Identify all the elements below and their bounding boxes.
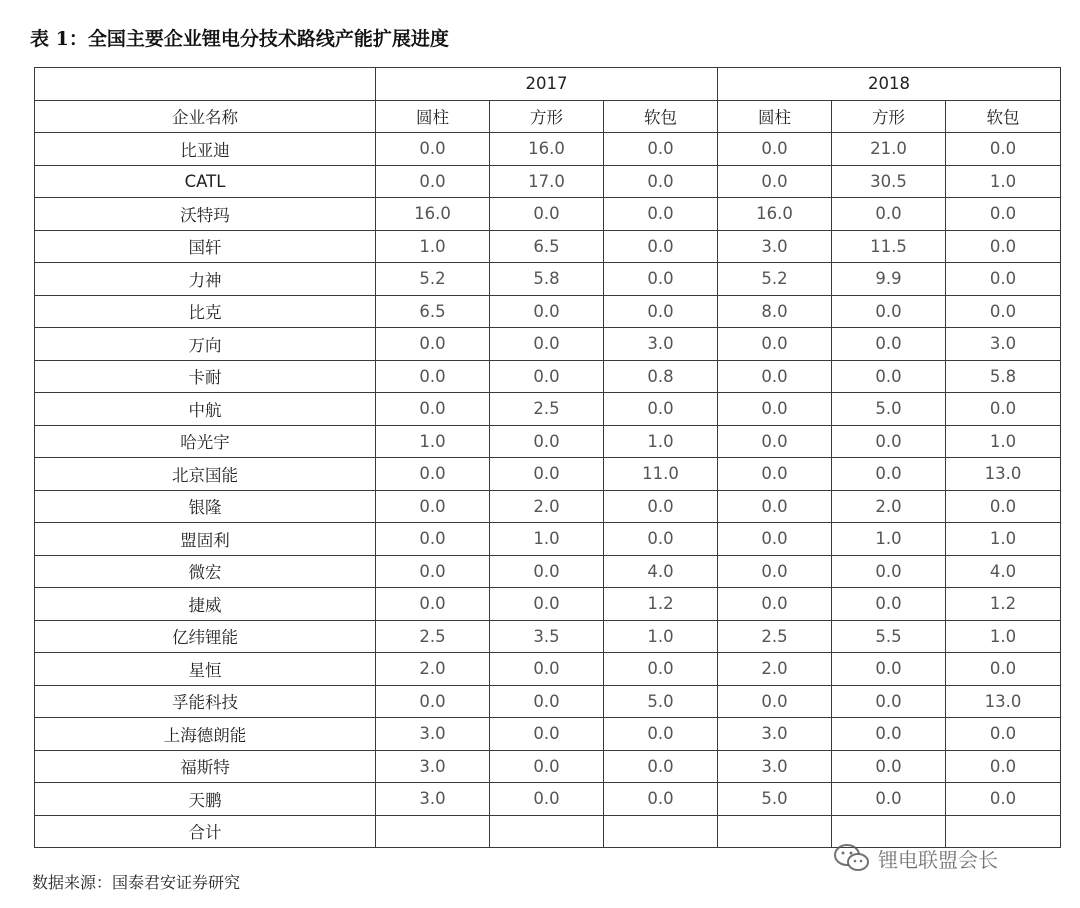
capacity-value-cell: 3.0 xyxy=(376,718,490,751)
table-row xyxy=(35,360,1061,393)
capacity-value-cell: 2.5 xyxy=(718,620,832,653)
capacity-value-cell: 11.0 xyxy=(604,458,718,491)
capacity-value-cell: 0.0 xyxy=(832,555,946,588)
capacity-value-cell: 1.0 xyxy=(946,620,1061,653)
capacity-value-cell: 13.0 xyxy=(946,685,1061,718)
capacity-value-cell: 5.0 xyxy=(718,783,832,816)
capacity-value-cell: 0.0 xyxy=(376,490,490,523)
capacity-value-cell: 0.0 xyxy=(718,458,832,491)
company-name-cell: 上海德朗能 xyxy=(35,718,376,751)
capacity-value-cell: 0.0 xyxy=(718,328,832,361)
capacity-value-cell: 16.0 xyxy=(376,198,490,231)
capacity-value-cell: 0.0 xyxy=(376,165,490,198)
title-text: 全国主要企业锂电分技术路线产能扩展进度 xyxy=(87,28,449,50)
capacity-value-cell: 0.0 xyxy=(832,458,946,491)
capacity-value-cell xyxy=(604,815,718,848)
capacity-value-cell: 5.2 xyxy=(376,263,490,296)
capacity-value-cell: 1.0 xyxy=(832,523,946,556)
capacity-value-cell: 1.0 xyxy=(946,425,1061,458)
capacity-value-cell: 13.0 xyxy=(946,458,1061,491)
capacity-value-cell: 4.0 xyxy=(604,555,718,588)
capacity-value-cell: 21.0 xyxy=(832,133,946,166)
capacity-value-cell: 0.0 xyxy=(604,165,718,198)
sub-header-pouch-2018: 软包 xyxy=(946,100,1061,133)
company-name-cell: 星恒 xyxy=(35,653,376,686)
table-title xyxy=(30,24,449,51)
capacity-value-cell: 3.0 xyxy=(718,750,832,783)
capacity-table xyxy=(34,67,1061,848)
capacity-value-cell: 3.0 xyxy=(376,783,490,816)
sub-header-pouch-2017: 软包 xyxy=(604,100,718,133)
table-row xyxy=(35,523,1061,556)
capacity-value-cell: 6.5 xyxy=(376,295,490,328)
table-row xyxy=(35,165,1061,198)
table-row xyxy=(35,750,1061,783)
capacity-value-cell: 0.8 xyxy=(604,360,718,393)
company-name-cell: 捷威 xyxy=(35,588,376,621)
capacity-value-cell: 0.0 xyxy=(946,393,1061,426)
company-name-cell: 微宏 xyxy=(35,555,376,588)
company-name-cell: 孚能科技 xyxy=(35,685,376,718)
year-header-2018: 2018 xyxy=(718,68,1061,101)
capacity-value-cell: 6.5 xyxy=(490,230,604,263)
capacity-value-cell: 0.0 xyxy=(832,588,946,621)
capacity-value-cell: 0.0 xyxy=(490,750,604,783)
capacity-value-cell: 1.0 xyxy=(490,523,604,556)
company-name-cell: 银隆 xyxy=(35,490,376,523)
capacity-value-cell: 5.8 xyxy=(946,360,1061,393)
capacity-value-cell: 0.0 xyxy=(832,685,946,718)
capacity-value-cell: 0.0 xyxy=(718,588,832,621)
capacity-value-cell: 0.0 xyxy=(376,458,490,491)
capacity-value-cell: 16.0 xyxy=(490,133,604,166)
table-row xyxy=(35,555,1061,588)
capacity-value-cell: 0.0 xyxy=(718,165,832,198)
capacity-value-cell: 17.0 xyxy=(490,165,604,198)
capacity-value-cell: 1.0 xyxy=(376,425,490,458)
sub-header-row xyxy=(35,100,1061,133)
table-row xyxy=(35,295,1061,328)
capacity-value-cell: 0.0 xyxy=(376,393,490,426)
capacity-value-cell: 1.0 xyxy=(604,425,718,458)
capacity-value-cell: 0.0 xyxy=(490,295,604,328)
company-name-cell: 卡耐 xyxy=(35,360,376,393)
sub-header-cylindrical-2018: 圆柱 xyxy=(718,100,832,133)
capacity-value-cell: 0.0 xyxy=(604,133,718,166)
capacity-value-cell: 0.0 xyxy=(718,133,832,166)
capacity-value-cell: 5.0 xyxy=(604,685,718,718)
capacity-value-cell: 0.0 xyxy=(718,490,832,523)
capacity-value-cell: 5.5 xyxy=(832,620,946,653)
capacity-value-cell xyxy=(490,815,604,848)
capacity-value-cell: 0.0 xyxy=(490,198,604,231)
empty-corner-cell xyxy=(35,68,376,101)
capacity-value-cell: 0.0 xyxy=(832,783,946,816)
capacity-value-cell: 0.0 xyxy=(946,750,1061,783)
capacity-value-cell: 0.0 xyxy=(718,425,832,458)
capacity-value-cell: 0.0 xyxy=(490,685,604,718)
capacity-value-cell: 2.0 xyxy=(376,653,490,686)
capacity-value-cell: 0.0 xyxy=(604,295,718,328)
capacity-value-cell: 0.0 xyxy=(718,523,832,556)
capacity-value-cell: 0.0 xyxy=(604,490,718,523)
company-name-cell: 哈光宇 xyxy=(35,425,376,458)
company-name-cell: CATL xyxy=(35,165,376,198)
capacity-value-cell xyxy=(718,815,832,848)
company-name-cell: 比克 xyxy=(35,295,376,328)
company-name-cell: 万向 xyxy=(35,328,376,361)
capacity-value-cell: 11.5 xyxy=(832,230,946,263)
capacity-value-cell: 3.0 xyxy=(718,230,832,263)
capacity-value-cell: 5.8 xyxy=(490,263,604,296)
capacity-value-cell: 0.0 xyxy=(376,328,490,361)
capacity-value-cell: 0.0 xyxy=(490,328,604,361)
capacity-value-cell: 3.0 xyxy=(604,328,718,361)
capacity-value-cell: 0.0 xyxy=(604,230,718,263)
capacity-value-cell: 0.0 xyxy=(490,360,604,393)
capacity-value-cell: 0.0 xyxy=(604,263,718,296)
sub-header-cylindrical-2017: 圆柱 xyxy=(376,100,490,133)
company-name-cell: 盟固利 xyxy=(35,523,376,556)
capacity-value-cell: 0.0 xyxy=(832,360,946,393)
capacity-value-cell: 0.0 xyxy=(832,653,946,686)
table-row xyxy=(35,490,1061,523)
capacity-value-cell: 0.0 xyxy=(490,458,604,491)
year-header-row xyxy=(35,68,1061,101)
company-name-cell: 北京国能 xyxy=(35,458,376,491)
capacity-value-cell: 0.0 xyxy=(376,685,490,718)
capacity-value-cell: 0.0 xyxy=(946,198,1061,231)
table-row xyxy=(35,263,1061,296)
capacity-value-cell: 0.0 xyxy=(946,653,1061,686)
capacity-value-cell: 0.0 xyxy=(718,360,832,393)
capacity-value-cell: 16.0 xyxy=(718,198,832,231)
capacity-value-cell: 0.0 xyxy=(946,490,1061,523)
capacity-value-cell: 5.0 xyxy=(832,393,946,426)
capacity-value-cell: 0.0 xyxy=(832,328,946,361)
capacity-value-cell: 0.0 xyxy=(946,263,1061,296)
table-row xyxy=(35,458,1061,491)
company-name-cell: 合计 xyxy=(35,815,376,848)
wechat-icon xyxy=(832,842,872,874)
table-row xyxy=(35,230,1061,263)
capacity-value-cell: 2.5 xyxy=(376,620,490,653)
capacity-value-cell: 0.0 xyxy=(490,783,604,816)
capacity-value-cell: 1.2 xyxy=(604,588,718,621)
capacity-value-cell: 2.0 xyxy=(718,653,832,686)
company-name-cell: 比亚迪 xyxy=(35,133,376,166)
capacity-value-cell: 0.0 xyxy=(604,783,718,816)
capacity-value-cell: 0.0 xyxy=(376,523,490,556)
capacity-value-cell: 0.0 xyxy=(604,653,718,686)
company-name-cell: 国轩 xyxy=(35,230,376,263)
capacity-value-cell: 2.5 xyxy=(490,393,604,426)
capacity-value-cell: 0.0 xyxy=(832,198,946,231)
capacity-value-cell: 0.0 xyxy=(604,523,718,556)
table-row xyxy=(35,718,1061,751)
capacity-value-cell: 2.0 xyxy=(832,490,946,523)
capacity-value-cell: 0.0 xyxy=(376,555,490,588)
capacity-value-cell: 0.0 xyxy=(718,685,832,718)
company-name-cell: 福斯特 xyxy=(35,750,376,783)
capacity-value-cell: 0.0 xyxy=(832,295,946,328)
table-row xyxy=(35,393,1061,426)
capacity-value-cell: 0.0 xyxy=(490,555,604,588)
table-row xyxy=(35,588,1061,621)
capacity-value-cell: 3.0 xyxy=(718,718,832,751)
table-row xyxy=(35,620,1061,653)
company-name-cell: 亿纬锂能 xyxy=(35,620,376,653)
capacity-value-cell: 0.0 xyxy=(490,718,604,751)
capacity-value-cell: 0.0 xyxy=(718,393,832,426)
capacity-value-cell: 3.5 xyxy=(490,620,604,653)
company-name-cell: 沃特玛 xyxy=(35,198,376,231)
capacity-value-cell: 1.0 xyxy=(376,230,490,263)
capacity-value-cell: 30.5 xyxy=(832,165,946,198)
watermark-text: 锂电联盟会长 xyxy=(878,847,998,872)
capacity-value-cell: 0.0 xyxy=(604,198,718,231)
sub-header-prismatic-2017: 方形 xyxy=(490,100,604,133)
table-row xyxy=(35,783,1061,816)
capacity-value-cell: 2.0 xyxy=(490,490,604,523)
capacity-value-cell: 0.0 xyxy=(604,750,718,783)
table-row xyxy=(35,133,1061,166)
company-name-cell: 天鹏 xyxy=(35,783,376,816)
title-separator: ： xyxy=(68,28,88,50)
table-row xyxy=(35,653,1061,686)
capacity-value-cell: 3.0 xyxy=(946,328,1061,361)
company-name-cell: 中航 xyxy=(35,393,376,426)
capacity-value-cell xyxy=(376,815,490,848)
data-source-note: 数据来源：国泰君安证券研究 xyxy=(32,873,241,892)
table-row xyxy=(35,198,1061,231)
capacity-value-cell: 0.0 xyxy=(946,295,1061,328)
capacity-value-cell: 3.0 xyxy=(376,750,490,783)
capacity-value-cell: 0.0 xyxy=(832,718,946,751)
capacity-value-cell: 0.0 xyxy=(376,360,490,393)
company-name-cell: 力神 xyxy=(35,263,376,296)
table-row xyxy=(35,425,1061,458)
capacity-value-cell: 0.0 xyxy=(604,393,718,426)
capacity-value-cell: 1.2 xyxy=(946,588,1061,621)
year-header-2017: 2017 xyxy=(376,68,718,101)
capacity-value-cell: 5.2 xyxy=(718,263,832,296)
capacity-value-cell: 0.0 xyxy=(946,718,1061,751)
name-header: 企业名称 xyxy=(35,100,376,133)
capacity-value-cell: 1.0 xyxy=(946,165,1061,198)
capacity-value-cell: 0.0 xyxy=(490,653,604,686)
capacity-value-cell: 0.0 xyxy=(946,783,1061,816)
capacity-value-cell: 0.0 xyxy=(376,588,490,621)
capacity-value-cell: 0.0 xyxy=(718,555,832,588)
capacity-value-cell: 0.0 xyxy=(946,133,1061,166)
capacity-value-cell: 0.0 xyxy=(832,425,946,458)
capacity-value-cell: 1.0 xyxy=(604,620,718,653)
watermark xyxy=(832,842,998,874)
capacity-value-cell: 9.9 xyxy=(832,263,946,296)
capacity-value-cell: 8.0 xyxy=(718,295,832,328)
capacity-value-cell: 0.0 xyxy=(490,588,604,621)
table-row xyxy=(35,685,1061,718)
capacity-value-cell: 1.0 xyxy=(946,523,1061,556)
capacity-value-cell: 0.0 xyxy=(832,750,946,783)
capacity-value-cell: 0.0 xyxy=(490,425,604,458)
capacity-value-cell: 0.0 xyxy=(376,133,490,166)
sub-header-prismatic-2018: 方形 xyxy=(832,100,946,133)
table-row xyxy=(35,328,1061,361)
capacity-value-cell: 4.0 xyxy=(946,555,1061,588)
table-number: 表 1 xyxy=(30,28,69,50)
capacity-value-cell: 0.0 xyxy=(946,230,1061,263)
capacity-value-cell: 0.0 xyxy=(604,718,718,751)
